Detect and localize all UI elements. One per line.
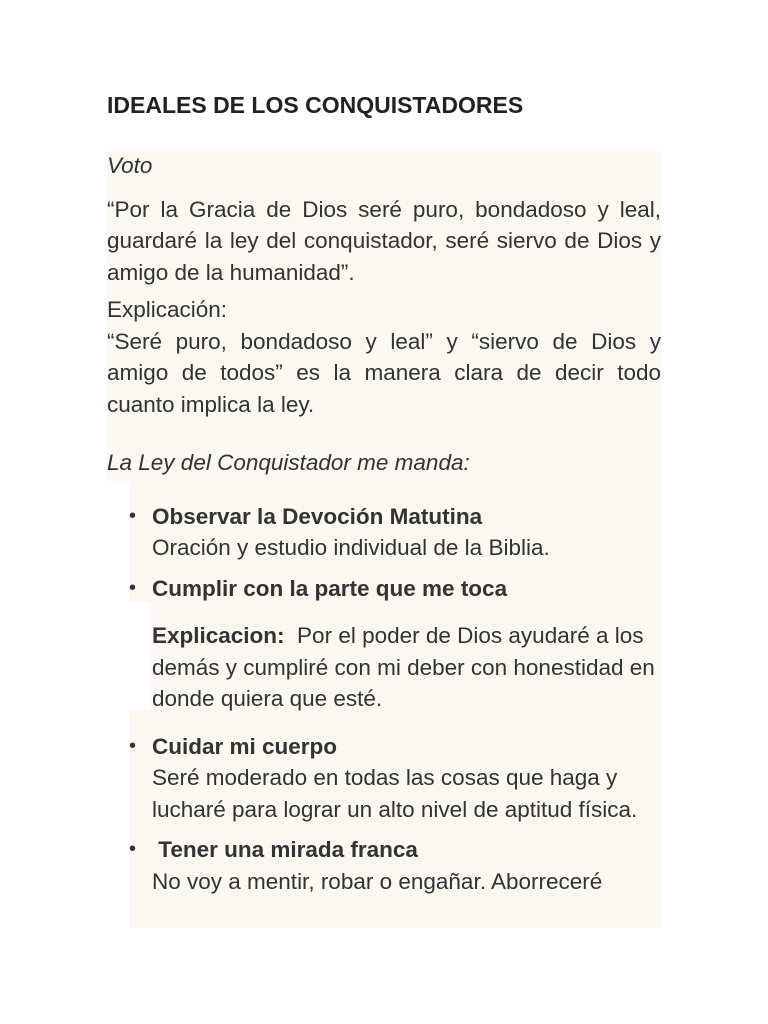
list-item <box>107 834 661 897</box>
law-heading: La Ley del Conquistador me manda: <box>107 450 470 475</box>
law-item-explanation-label: Explicacion: <box>152 623 285 648</box>
explanation-block <box>107 294 661 420</box>
bullet-icon: • <box>129 504 137 527</box>
bullet-icon: • <box>129 734 137 757</box>
explanation-label: Explicación: <box>107 297 228 322</box>
bullet-icon: • <box>129 576 137 599</box>
law-item-description: Seré moderado en todas las cosas que haga y lucharé para lograr un alto nivel de aptitud física. <box>152 765 638 822</box>
vow-heading: Voto <box>107 153 153 178</box>
law-list <box>107 501 661 898</box>
vow-text: “Por la Gracia de Dios seré puro, bondadoso y leal, guardaré la ley del conquistador, seré siervo de Dios y amigo de la humanidad”. <box>107 196 661 285</box>
explanation-text: “Seré puro, bondadoso y leal” y “siervo de Dios y amigo de todos” es la manera clara de decir todo cuanto implica la ley. <box>107 328 661 417</box>
law-item-title: Tener una mirada franca <box>152 837 418 862</box>
law-item-explanation <box>152 620 661 715</box>
law-item-title: Cumplir con la parte que me toca <box>152 575 508 601</box>
law-item-description: Oración y estudio individual de la Biblia. <box>152 535 550 560</box>
list-item <box>107 573 661 715</box>
list-item <box>107 731 661 826</box>
law-item-title: Cuidar mi cuerpo <box>152 733 338 759</box>
bullet-icon: • <box>129 838 137 860</box>
document-body <box>107 150 661 906</box>
law-item-title: Observar la Devoción Matutina <box>152 503 483 529</box>
page-title: IDEALES DE LOS CONQUISTADORES <box>107 92 524 118</box>
law-item-explanation-text: Por el poder de Dios ayudaré a los demás y cumpliré con mi deber con honestidad en donde quiera que esté. <box>152 623 662 711</box>
law-item-description: No voy a mentir, robar o engañar. Aborreceré <box>152 868 603 894</box>
list-item <box>107 501 661 564</box>
